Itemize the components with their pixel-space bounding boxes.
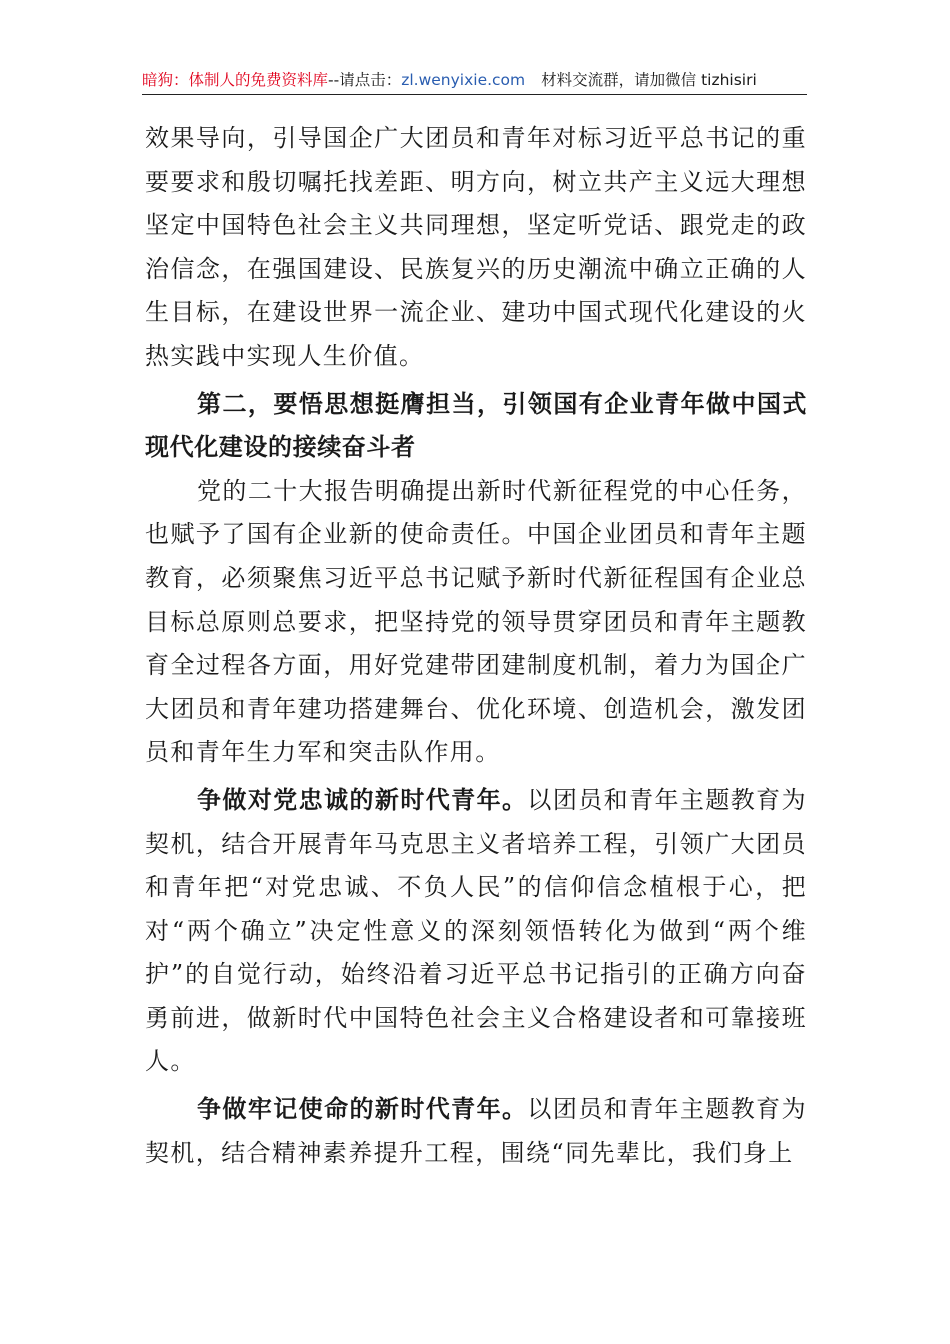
- page-header: [142, 66, 807, 95]
- header-site-name: 暗狗：体制人的免费资料库: [142, 71, 329, 89]
- paragraph-body-loyal: 以团员和青年主题教育为契机，结合开展青年马克思主义者培养工程，引领广大团员和青年把“对党忠诚、不负人民”的信仰信念植根于心，把对“两个确立”决定性意义的深刻领悟转化为做到“两个维护”的自觉行动，始终沿着习近平总书记指引的正确方向奋勇前进，做新时代中国特色社会主义合格建设者和可靠接班人。: [145, 785, 807, 1076]
- paragraph-lead-mission: 争做牢记使命的新时代青年。: [197, 1095, 528, 1124]
- document-body: [145, 117, 807, 1175]
- paragraph-continued: 效果导向，引导国企广大团员和青年对标习近平总书记的重要要求和殷切嘱托找差距、明方向，树立共产主义远大理想坚定中国特色社会主义共同理想，坚定听党话、跟党走的政治信念，在强国建设、民族复兴的历史潮流中确立正确的人生目标，在建设世界一流企业、建功中国式现代化建设的火热实践中实现人生价值。: [145, 124, 807, 370]
- section-heading-2: 第二，要悟思想挺膺担当，引领国有企业青年做中国式现代化建设的接续奋斗者: [145, 389, 807, 462]
- header-click-prompt: --请点击：: [328, 71, 402, 89]
- paragraph-lead-loyal: 争做对党忠诚的新时代青年。: [197, 785, 528, 814]
- paragraph-party-congress: 党的二十大报告明确提出新时代新征程党的中心任务，也赋予了国有企业新的使命责任。中国企业团员和青年主题教育，必须聚焦习近平总书记赋予新时代新征程国有企业总目标总原则总要求，把坚持党的领导贯穿团员和青年主题教育全过程各方面，用好党建带团建制度机制，着力为国企广大团员和青年建功搭建舞台、优化环境、创造机会，激发团员和青年生力军和突击队作用。: [145, 476, 807, 767]
- header-wechat-note: 材料交流群，请加微信 tizhisiri: [541, 71, 757, 89]
- paragraph-loyal-youth: [145, 779, 807, 1084]
- paragraph-mission-youth: [145, 1088, 807, 1175]
- header-url-link[interactable]: zl.wenyixie.com: [401, 71, 526, 89]
- paragraph-body-mission: 以团员和青年主题教育为契机，结合精神素养提升工程，围绕“同先辈比，我们身上: [145, 1095, 807, 1167]
